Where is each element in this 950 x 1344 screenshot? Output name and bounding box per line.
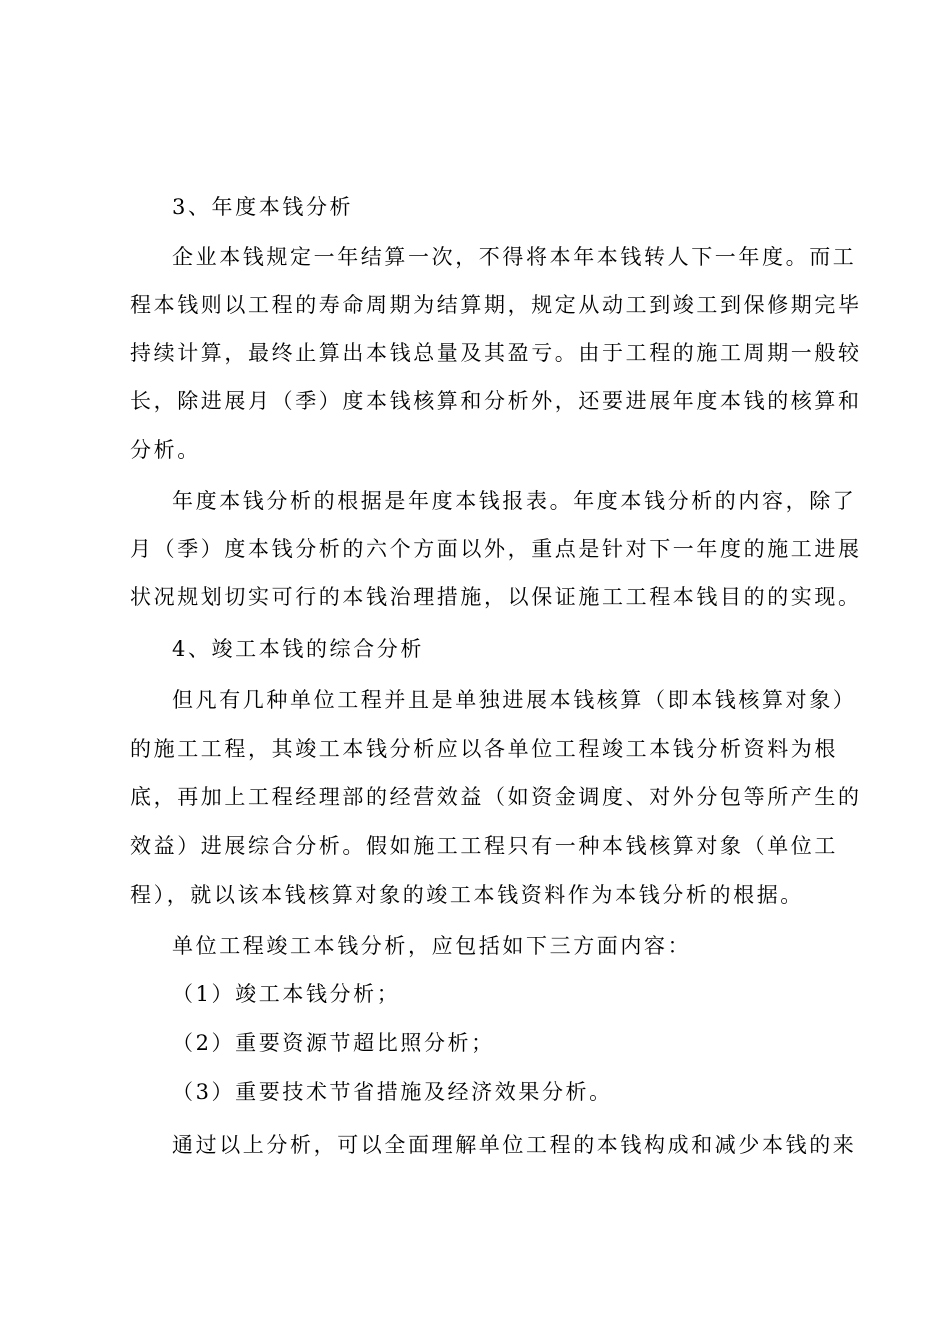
paragraph-line: 的施工工程，其竣工本钱分析应以各单位工程竣工本钱分析资料为根 xyxy=(130,737,838,761)
list-item: （3）重要技术节省措施及经济效果分析。 xyxy=(172,1080,613,1104)
list-item: （1）竣工本钱分析； xyxy=(172,982,401,1006)
paragraph-line: 程本钱则以工程的寿命周期为结算期，规定从动工到竣工到保修期完毕 xyxy=(130,293,862,317)
section-heading-annual-cost: 3、年度本钱分析 xyxy=(172,195,354,219)
paragraph-line: 状况规划切实可行的本钱治理措施，以保证施工工程本钱目的的实现。 xyxy=(130,585,862,609)
paragraph-line: 企业本钱规定一年结算一次，不得将本年本钱转人下一年度。而工 xyxy=(172,245,857,269)
paragraph-line: 月（季）度本钱分析的六个方面以外，重点是针对下一年度的施工进展 xyxy=(130,537,862,561)
list-item: （2）重要资源节超比照分析； xyxy=(172,1031,495,1055)
paragraph-line: 分析。 xyxy=(130,438,201,462)
paragraph-line: 持续计算，最终止算出本钱总量及其盈亏。由于工程的施工周期一般较 xyxy=(130,341,862,365)
section-heading-completion-cost: 4、竣工本钱的综合分析 xyxy=(172,637,424,661)
paragraph-line: 年度本钱分析的根据是年度本钱报表。年度本钱分析的内容，除了 xyxy=(172,489,857,513)
paragraph-line: 效益）进展综合分析。假如施工工程只有一种本钱核算对象（单位工 xyxy=(130,834,838,858)
paragraph-line: 程），就以该本钱核算对象的竣工本钱资料作为本钱分析的根据。 xyxy=(130,883,804,907)
paragraph-line: 长，除进展月（季）度本钱核算和分析外，还要进展年度本钱的核算和 xyxy=(130,389,862,413)
paragraph-line: 单位工程竣工本钱分析，应包括如下三方面内容： xyxy=(172,934,692,958)
paragraph-line: 底，再加上工程经理部的经营效益（如资金调度、对外分包等所产生的 xyxy=(130,785,862,809)
paragraph-line: 但凡有几种单位工程并且是单独进展本钱核算（即本钱核算对象） xyxy=(172,688,857,712)
paragraph-line: 通过以上分析，可以全面理解单位工程的本钱构成和减少本钱的来 xyxy=(172,1133,857,1157)
